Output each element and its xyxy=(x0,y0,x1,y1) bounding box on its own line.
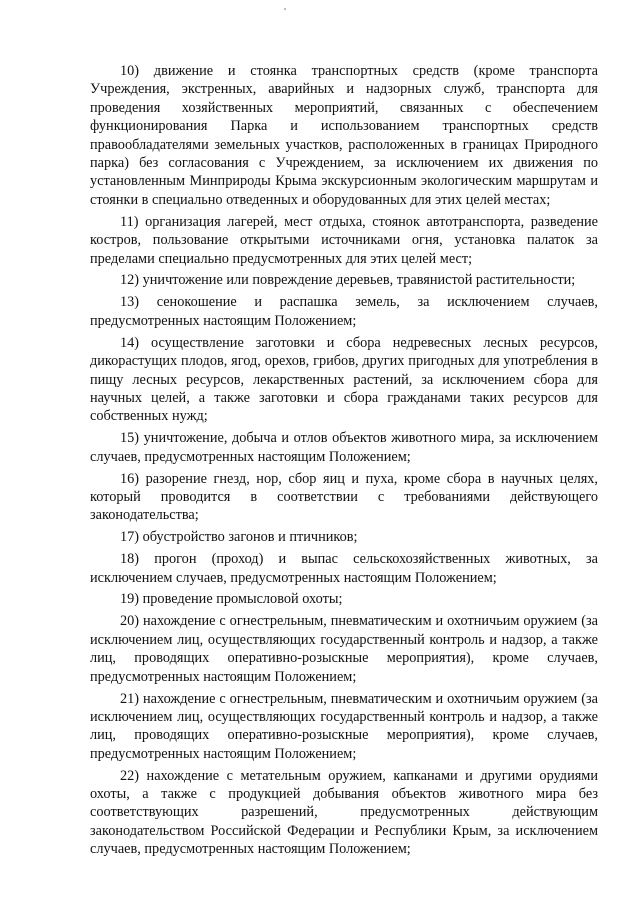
list-item-11: 11) организация лагерей, мест отдыха, стоянок автотранспорта, разведение костров, пользование открытыми источниками огня, установка палаток за пределами специально предусмотренных для этих целей мест; xyxy=(90,213,598,267)
list-item-10: 10) движение и стоянка транспортных средств (кроме транспорта Учреждения, экстренных, аварийных и надзорных служб, транспорта для проведения хозяйственных мероприятий, связанных с обеспечением функционирования Парка и использованием транспортных средств правообладателями земельных участков, расположенных в границах Природного парка) без согласования с Учреждением, за исключением их движения по установленным Минприроды Крыма экскурсионным экологическим маршрутам и стоянки в специально отведенных и оборудованных для этих целей местах; xyxy=(90,63,598,208)
list-item-12: 12) уничтожение или повреждение деревьев, травянистой растительности; xyxy=(120,272,576,289)
list-item-19: 19) проведение промысловой охоты; xyxy=(120,591,343,608)
list-item-18: 18) прогон (проход) и выпас сельскохозяйственных животных, за исключением случаев, предусмотренных настоящим Положением; xyxy=(90,551,598,586)
list-item-16: 16) разорение гнезд, нор, сбор яиц и пуха, кроме сбора в научных целях, который проводится в соответствии с требованиями действующего законодательства; xyxy=(90,470,598,524)
list-item-20: 20) нахождение с огнестрельным, пневматическим и охотничьим оружием (за исключением лиц, осуществляющих государственный контроль и надзор, а также лиц, проводящих оперативно-розыскные мероприятия), кроме случаев, предусмотренных настоящим Положением; xyxy=(90,613,598,685)
list-item-21: 21) нахождение с огнестрельным, пневматическим и охотничьим оружием (за исключением лиц, осуществляющих государственный контроль и надзор, а также лиц, проводящих оперативно-розыскные мероприятия), кроме случаев, предусмотренных настоящим Положением; xyxy=(90,690,598,762)
list-item-17: 17) обустройство загонов и птичников; xyxy=(120,529,358,546)
list-item-15: 15) уничтожение, добыча и отлов объектов животного мира, за исключением случаев, предусмотренных настоящим Положением; xyxy=(90,430,598,465)
list-item-13: 13) сенокошение и распашка земель, за исключением случаев, предусмотренных настоящим Положением; xyxy=(90,294,598,329)
document-body xyxy=(90,62,598,862)
list-item-14: 14) осуществление заготовки и сбора недревесных лесных ресурсов, дикорастущих плодов, ягод, орехов, грибов, других пригодных для употребления в пищу лесных ресурсов, лекарственных растений, за исключением сбора для научных целей, а также заготовки и сбора гражданами таких ресурсов для собственных нужд; xyxy=(90,334,598,425)
list-item-22: 22) нахождение с метательным оружием, капканами и другими орудиями охоты, а также с продукцией добывания объектов животного мира без соответствующих разрешений, предусмотренных действующим законодательством Российской Федерации и Республики Крым, за исключением случаев, предусмотренных настоящим Положением; xyxy=(90,767,598,858)
scan-speck xyxy=(284,8,286,10)
